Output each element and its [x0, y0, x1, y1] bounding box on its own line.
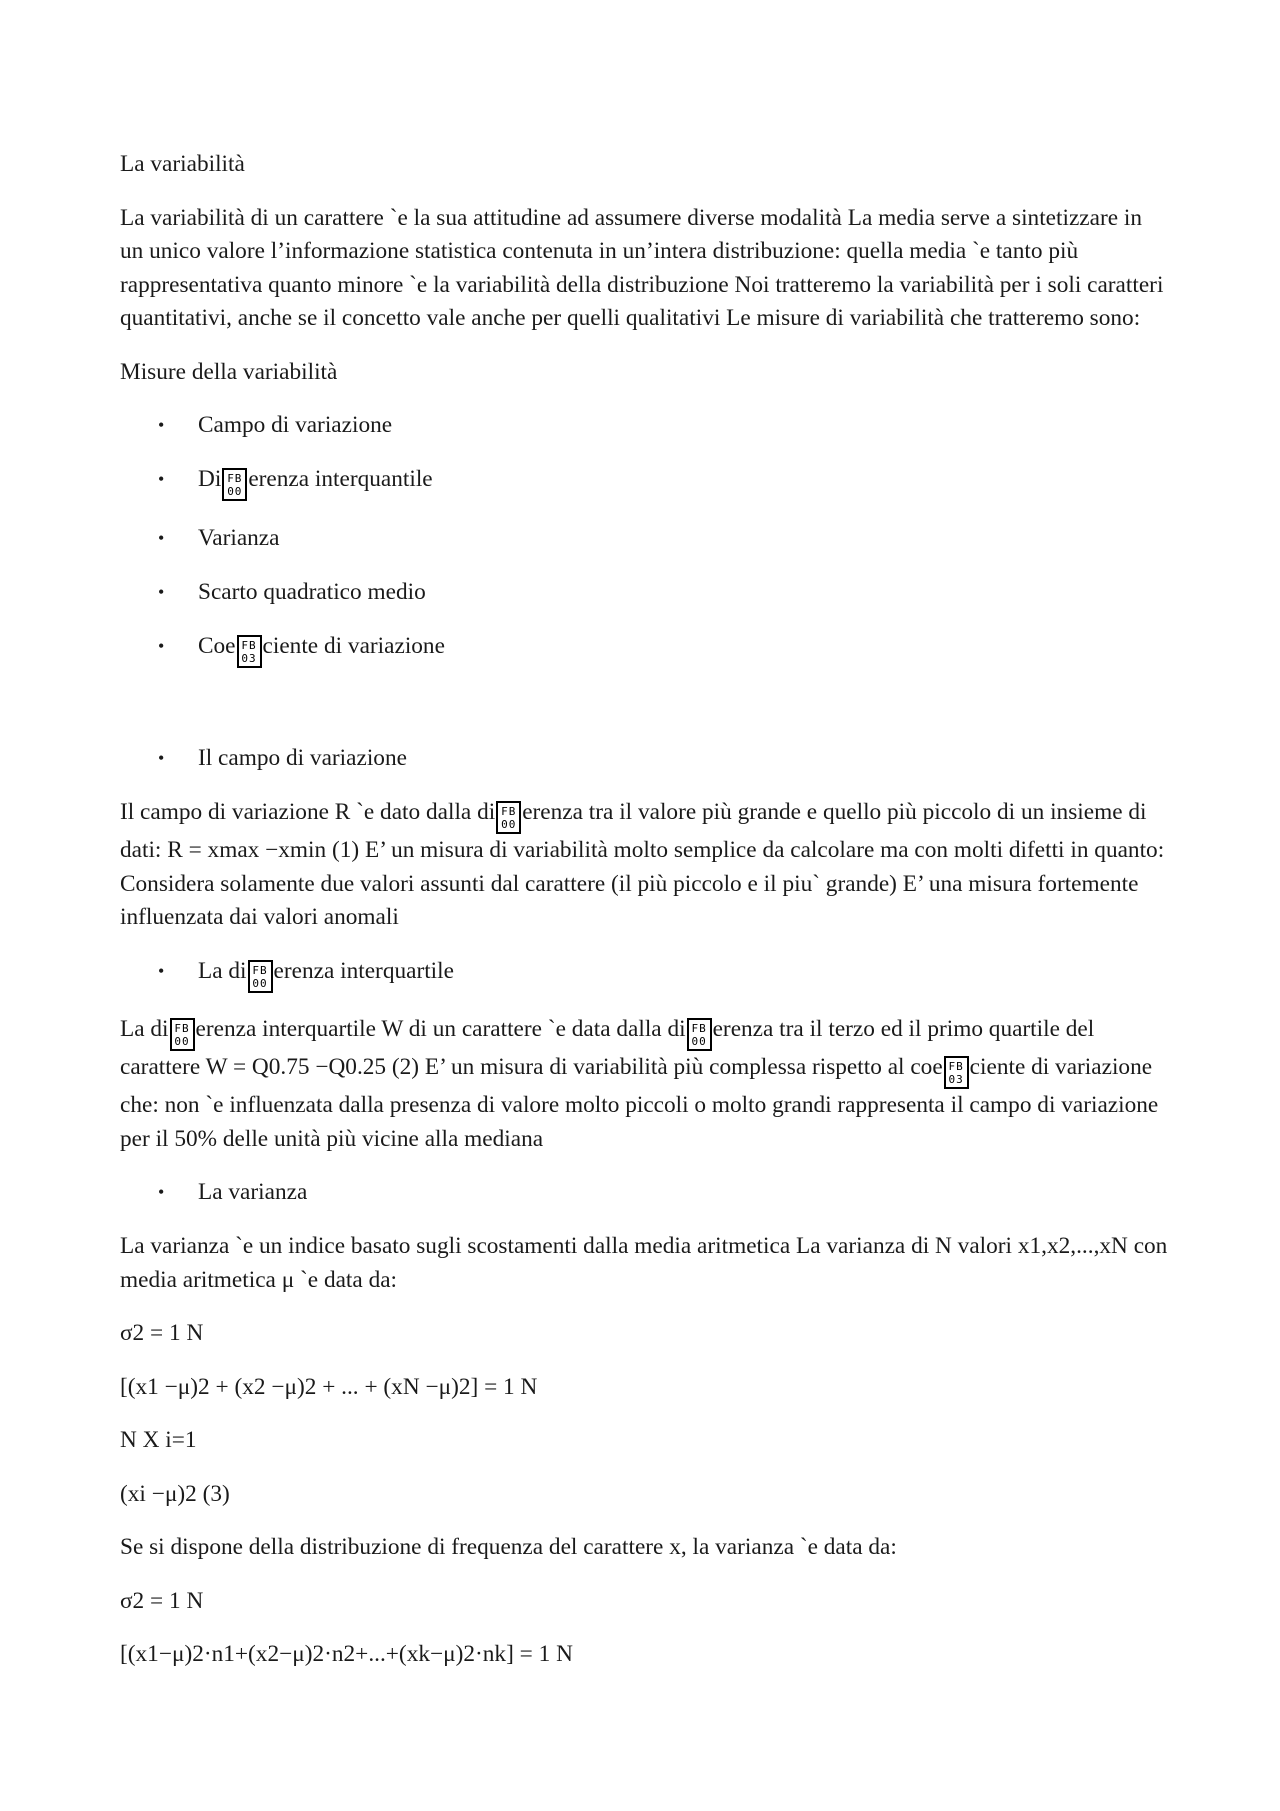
formula-line: N X i=1 — [120, 1427, 197, 1453]
section-heading-text: La di — [198, 957, 247, 984]
list-item-text: Coe — [198, 632, 236, 659]
document-body — [120, 148, 1170, 1692]
campo-paragraph: Il campo di variazione R `e dato dalla di FB 00 erenza tra il valore più grande e quello più piccolo di un insieme di dati: R = xmax −xmin (1) E’ un misura di variabilità molto semplice da calcolare ma con molti difetti in quanto: Considera solamente due valori assunti dal carattere (il più piccolo e il piu` grande) E’ una misura fortemente influenzata dai valori anomali — [120, 799, 1165, 930]
list-item-text: Varianza — [198, 524, 280, 551]
list-item-text: Scarto quadratico medio — [198, 578, 426, 605]
formula-line: σ2 = 1 N — [120, 1320, 204, 1346]
measures-heading: Misure della variabilità — [120, 358, 338, 385]
list-item — [120, 630, 1170, 668]
list-item-text: erenza interquantile — [248, 466, 433, 492]
section-heading — [120, 1176, 1170, 1210]
list-item — [120, 522, 1170, 556]
formula-line: (xi −μ)2 (3) — [120, 1480, 230, 1507]
bullet-icon: • — [158, 1182, 165, 1202]
list-item-text: Campo di variazione — [198, 412, 393, 438]
section-heading — [120, 955, 1170, 993]
missing-glyph-icon: FB 00 — [248, 960, 273, 993]
section-heading — [120, 742, 1170, 776]
bullet-icon: • — [158, 469, 165, 489]
bullet-icon: • — [158, 635, 165, 656]
section-heading-text: La varianza — [198, 1179, 308, 1205]
formula-line: σ2 = 1 N — [120, 1587, 204, 1614]
missing-glyph-icon: FB 03 — [944, 1056, 969, 1089]
bullet-icon: • — [158, 581, 165, 602]
varianza-paragraph: La varianza `e un indice basato sugli scostamenti dalla media aritmetica La varianza di N valori x1,x2,...,xN con media aritmetica μ `e data da: — [120, 1233, 1168, 1293]
formula-line: [(x1 −μ)2 + (x2 −μ)2 + ... + (xN −μ)2] = 1 N — [120, 1373, 538, 1400]
list-item-text: ciente di variazione — [262, 632, 445, 659]
bullet-icon: • — [158, 527, 165, 548]
list-item — [120, 463, 1170, 501]
bullet-icon: • — [158, 748, 165, 768]
section-heading-text: Il campo di variazione — [198, 745, 407, 771]
section-heading-text: erenza interquartile — [273, 957, 454, 984]
missing-glyph-icon: FB 00 — [170, 1018, 195, 1051]
bullet-icon: • — [158, 415, 165, 435]
intro-paragraph: La variabilità di un carattere `e la sua attitudine ad assumere diverse modalità La media serve a sintetizzare in un unico valore l’informazione statistica contenuta in un’intera distribuzione: quella media `e tanto più rappresentativa quanto minore `e la variabilità della distribuzione Noi tratteremo la variabilità per i soli caratteri quantitativi, anche se il concetto vale anche per quelli qualitativi Le misure di variabilità che tratteremo sono: — [120, 204, 1164, 331]
list-item-text: Di — [198, 466, 222, 492]
missing-glyph-icon: FB 00 — [687, 1018, 712, 1051]
missing-glyph-icon: FB 03 — [237, 635, 262, 668]
page-title: La variabilità — [120, 151, 245, 177]
spacer — [120, 688, 1170, 742]
varianza-frequency-paragraph: Se si dispone della distribuzione di frequenza del carattere x, la varianza `e data da: — [120, 1534, 897, 1560]
missing-glyph-icon: FB 00 — [496, 801, 521, 834]
interquartile-paragraph: La di FB 00 erenza interquartile W di un carattere `e data dalla di FB 00 erenza tra il terzo ed il primo quartile del carattere W = Q0.75 −Q0.25 (2) E’ un misura di variabilità più complessa rispetto al coe FB 03 ciente di variazione che: non `e influenzata dalla presenza di valore molto piccoli o molto grandi rappresenta il campo di variazione per il 50% delle unità più vicine alla mediana — [120, 1016, 1159, 1152]
list-item — [120, 409, 1170, 443]
bullet-icon: • — [158, 960, 165, 981]
list-item — [120, 576, 1170, 610]
formula-line: [(x1−μ)2·n1+(x2−μ)2·n2+...+(xk−μ)2·nk] = 1 N — [120, 1641, 573, 1667]
missing-glyph-icon: FB 00 — [222, 468, 247, 501]
